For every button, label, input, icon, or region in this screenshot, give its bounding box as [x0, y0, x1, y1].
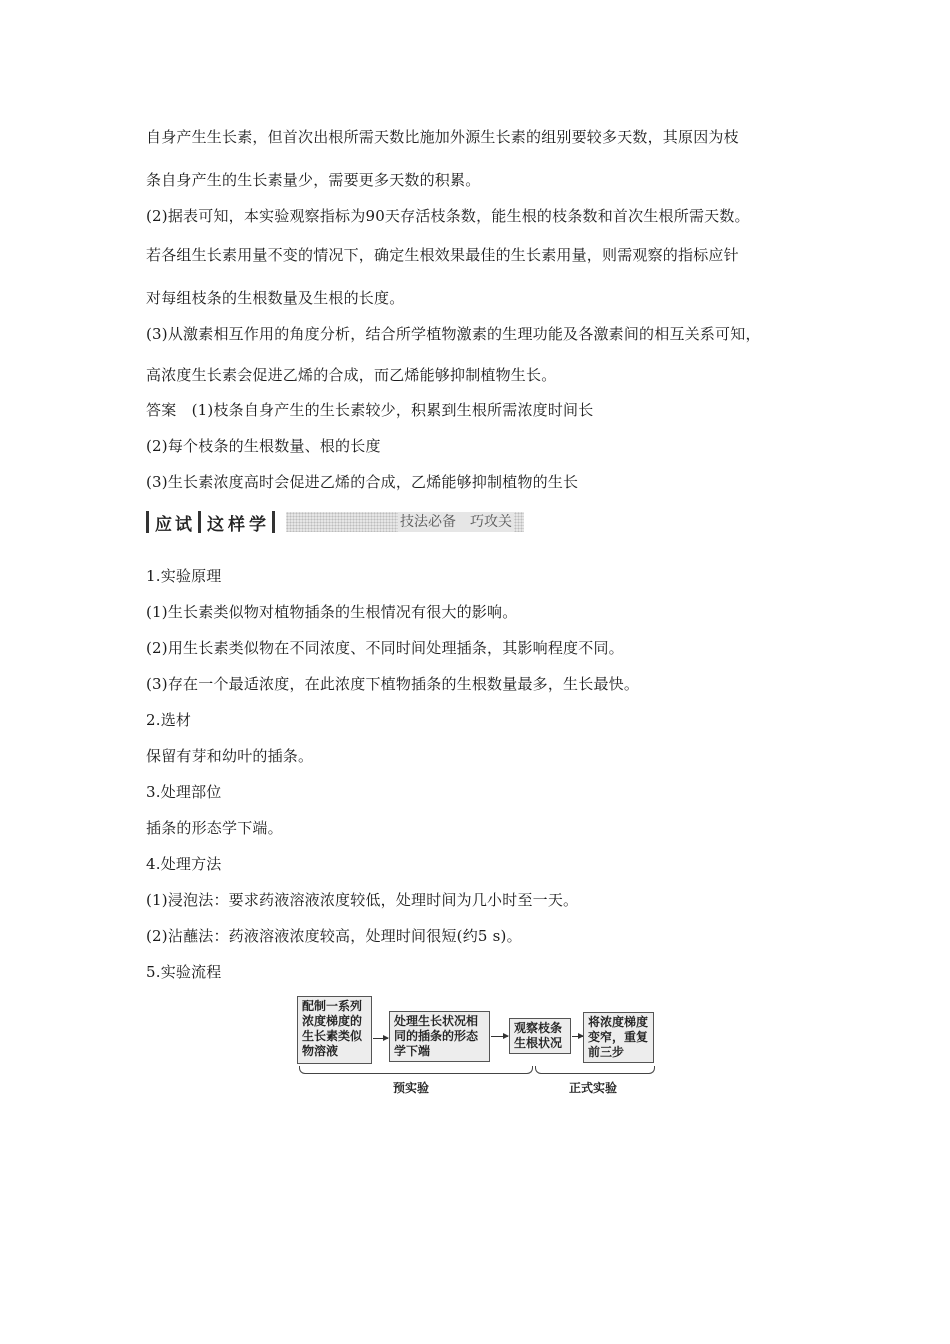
flow-arrow — [373, 1038, 388, 1039]
answer-line: (2)每个枝条的生根数量、根的长度 — [146, 437, 381, 455]
answer-line: 答案 (1)枝条自身产生的生长素较少，积累到生根所需浓度时间长 — [146, 401, 594, 419]
flow-brace-formal — [535, 1066, 655, 1074]
banner-char: 应 — [155, 514, 172, 535]
answer-line: (3)生长素浓度高时会促进乙烯的合成，乙烯能够抑制植物的生长 — [146, 473, 579, 491]
phase-label-formal: 正式实验 — [569, 1081, 618, 1095]
banner-subtitle-bar — [286, 512, 524, 532]
section-banner — [146, 509, 526, 535]
paragraph-line: 自身产生生长素，但首次出根所需天数比施加外源生长素的组别要较多天数，其原因为枝 — [146, 128, 739, 146]
banner-divider — [198, 511, 201, 533]
section-line: 插条的形态学下端。 — [146, 819, 283, 837]
paragraph-line: 条自身产生的生长素量少，需要更多天数的积累。 — [146, 171, 481, 189]
experiment-flowchart — [297, 996, 657, 1096]
paragraph-line: (2)据表可知，本实验观察指标为90天存活枝条数，能生根的枝条数和首次生根所需天数。 — [146, 207, 750, 225]
section-heading: 1.实验原理 — [146, 567, 222, 585]
paragraph-line: 对每组枝条的生根数量及生根的长度。 — [146, 289, 405, 307]
section-heading: 5.实验流程 — [146, 963, 222, 981]
paragraph-line: 高浓度生长素会促进乙烯的合成，而乙烯能够抑制植物生长。 — [146, 366, 557, 384]
section-line: (1)生长素类似物对植物插条的生根情况有很大的影响。 — [146, 603, 518, 621]
banner-subtitle: 技法必备 巧攻关 — [400, 514, 512, 530]
flow-step-repeat: 将浓度梯度 变窄，重复 前三步 — [583, 1012, 654, 1063]
flow-arrow — [491, 1036, 508, 1037]
phase-label-pre: 预实验 — [393, 1081, 430, 1095]
flow-step-observe: 观察枝条 生根状况 — [509, 1018, 571, 1054]
section-line: (2)沾蘸法：药液溶液浓度较高，处理时间很短(约5 s)。 — [146, 927, 522, 945]
flow-brace-pre — [299, 1066, 533, 1074]
section-line: 保留有芽和幼叶的插条。 — [146, 747, 314, 765]
section-line: (1)浸泡法：要求药液溶液浓度较低，处理时间为几小时至一天。 — [146, 891, 579, 909]
banner-title — [146, 509, 281, 535]
banner-divider — [272, 511, 275, 533]
section-heading: 2.选材 — [146, 711, 192, 729]
paragraph-line: (3)从激素相互作用的角度分析，结合所学植物激素的生理功能及各激素间的相互关系可知， — [146, 325, 761, 343]
banner-divider — [146, 511, 149, 533]
section-heading: 3.处理部位 — [146, 783, 222, 801]
flow-arrow — [572, 1036, 583, 1037]
banner-char: 学 — [249, 514, 266, 535]
section-line: (3)存在一个最适浓度，在此浓度下植物插条的生根数量最多，生长最快。 — [146, 675, 640, 693]
flow-step-prepare: 配制一系列 浓度梯度的 生长素类似 物溶液 — [297, 996, 372, 1064]
paragraph-line: 若各组生长素用量不变的情况下，确定生根效果最佳的生长素用量，则需观察的指标应针 — [146, 246, 739, 264]
section-heading: 4.处理方法 — [146, 855, 222, 873]
flow-step-treat: 处理生长状况相 同的插条的形态 学下端 — [389, 1011, 490, 1062]
section-line: (2)用生长素类似物在不同浓度、不同时间处理插条，其影响程度不同。 — [146, 639, 624, 657]
banner-char: 这 — [207, 514, 224, 535]
banner-char: 试 — [175, 514, 192, 535]
banner-char: 样 — [228, 514, 245, 535]
